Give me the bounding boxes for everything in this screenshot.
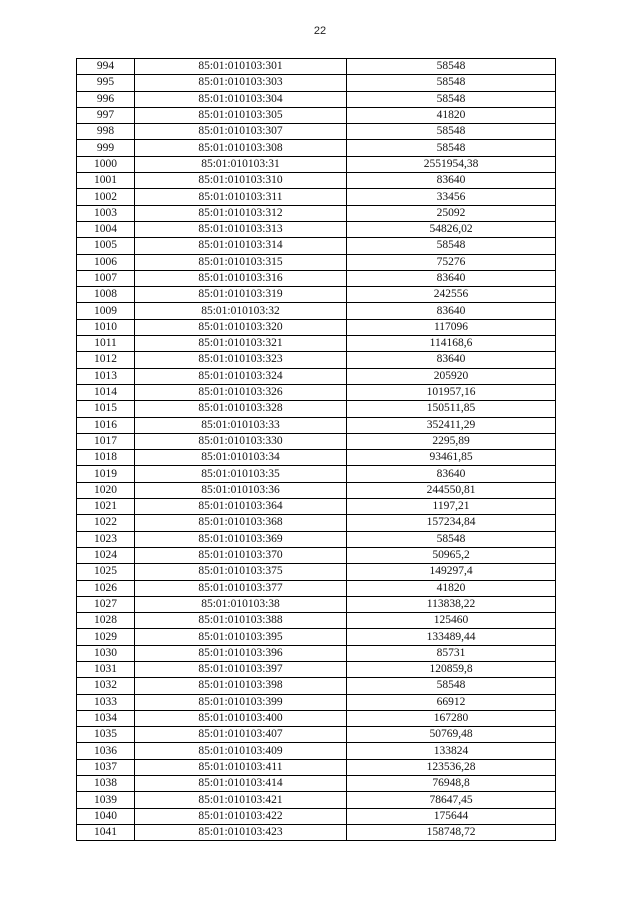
table-row <box>77 352 556 368</box>
value-cell: 58548 <box>347 75 556 91</box>
table-row <box>77 140 556 156</box>
row-number-cell: 1035 <box>77 727 135 743</box>
row-number-cell: 1007 <box>77 270 135 286</box>
value-cell: 58548 <box>347 678 556 694</box>
value-cell: 83640 <box>347 466 556 482</box>
table-row <box>77 107 556 123</box>
cadastral-number-cell: 85:01:010103:313 <box>135 221 347 237</box>
value-cell: 50769,48 <box>347 727 556 743</box>
cadastral-number-cell: 85:01:010103:311 <box>135 189 347 205</box>
row-number-cell: 1022 <box>77 515 135 531</box>
table-row <box>77 645 556 661</box>
value-cell: 85731 <box>347 645 556 661</box>
value-cell: 78647,45 <box>347 792 556 808</box>
row-number-cell: 1032 <box>77 678 135 694</box>
table-row <box>77 124 556 140</box>
cadastral-number-cell: 85:01:010103:422 <box>135 808 347 824</box>
value-cell: 58548 <box>347 124 556 140</box>
row-number-cell: 1010 <box>77 319 135 335</box>
value-cell: 54826,02 <box>347 221 556 237</box>
row-number-cell: 1014 <box>77 384 135 400</box>
cadastral-number-cell: 85:01:010103:398 <box>135 678 347 694</box>
value-cell: 41820 <box>347 580 556 596</box>
table-row <box>77 824 556 840</box>
row-number-cell: 996 <box>77 91 135 107</box>
row-number-cell: 1028 <box>77 613 135 629</box>
row-number-cell: 1026 <box>77 580 135 596</box>
cadastral-number-cell: 85:01:010103:368 <box>135 515 347 531</box>
cadastral-number-cell: 85:01:010103:304 <box>135 91 347 107</box>
table-row <box>77 450 556 466</box>
cadastral-number-cell: 85:01:010103:321 <box>135 336 347 352</box>
table-row <box>77 759 556 775</box>
cadastral-number-cell: 85:01:010103:400 <box>135 710 347 726</box>
value-cell: 33456 <box>347 189 556 205</box>
table-row <box>77 384 556 400</box>
table-row <box>77 336 556 352</box>
cadastral-number-cell: 85:01:010103:32 <box>135 303 347 319</box>
table-row <box>77 564 556 580</box>
cadastral-number-cell: 85:01:010103:330 <box>135 433 347 449</box>
table-row <box>77 254 556 270</box>
value-cell: 157234,84 <box>347 515 556 531</box>
row-number-cell: 1019 <box>77 466 135 482</box>
value-cell: 242556 <box>347 287 556 303</box>
row-number-cell: 1004 <box>77 221 135 237</box>
table-row <box>77 613 556 629</box>
cadastral-number-cell: 85:01:010103:301 <box>135 59 347 75</box>
table-row <box>77 596 556 612</box>
table-row <box>77 189 556 205</box>
row-number-cell: 1006 <box>77 254 135 270</box>
cadastral-number-cell: 85:01:010103:314 <box>135 238 347 254</box>
value-cell: 352411,29 <box>347 417 556 433</box>
row-number-cell: 1002 <box>77 189 135 205</box>
table-row <box>77 694 556 710</box>
table-row <box>77 270 556 286</box>
table-row <box>77 205 556 221</box>
row-number-cell: 1030 <box>77 645 135 661</box>
row-number-cell: 1033 <box>77 694 135 710</box>
value-cell: 120859,8 <box>347 661 556 677</box>
value-cell: 149297,4 <box>347 564 556 580</box>
row-number-cell: 1031 <box>77 661 135 677</box>
table-row <box>77 417 556 433</box>
row-number-cell: 1040 <box>77 808 135 824</box>
cadastral-number-cell: 85:01:010103:36 <box>135 482 347 498</box>
row-number-cell: 1016 <box>77 417 135 433</box>
cadastral-number-cell: 85:01:010103:411 <box>135 759 347 775</box>
cadastral-number-cell: 85:01:010103:409 <box>135 743 347 759</box>
cadastral-number-cell: 85:01:010103:407 <box>135 727 347 743</box>
table-row <box>77 678 556 694</box>
table-row <box>77 580 556 596</box>
row-number-cell: 994 <box>77 59 135 75</box>
cadastral-number-cell: 85:01:010103:414 <box>135 776 347 792</box>
value-cell: 75276 <box>347 254 556 270</box>
row-number-cell: 995 <box>77 75 135 91</box>
row-number-cell: 1005 <box>77 238 135 254</box>
table-row <box>77 466 556 482</box>
table-row <box>77 156 556 172</box>
row-number-cell: 997 <box>77 107 135 123</box>
value-cell: 93461,85 <box>347 450 556 466</box>
value-cell: 66912 <box>347 694 556 710</box>
value-cell: 50965,2 <box>347 547 556 563</box>
cadastral-number-cell: 85:01:010103:34 <box>135 450 347 466</box>
table-row <box>77 238 556 254</box>
table-row <box>77 75 556 91</box>
row-number-cell: 1029 <box>77 629 135 645</box>
table-row <box>77 368 556 384</box>
row-number-cell: 1034 <box>77 710 135 726</box>
value-cell: 123536,28 <box>347 759 556 775</box>
value-cell: 83640 <box>347 352 556 368</box>
value-cell: 133824 <box>347 743 556 759</box>
cadastral-number-cell: 85:01:010103:395 <box>135 629 347 645</box>
table-row <box>77 531 556 547</box>
value-cell: 244550,81 <box>347 482 556 498</box>
row-number-cell: 998 <box>77 124 135 140</box>
cadastral-number-cell: 85:01:010103:308 <box>135 140 347 156</box>
row-number-cell: 1038 <box>77 776 135 792</box>
table-row <box>77 661 556 677</box>
row-number-cell: 1017 <box>77 433 135 449</box>
value-cell: 58548 <box>347 140 556 156</box>
value-cell: 133489,44 <box>347 629 556 645</box>
cadastral-number-cell: 85:01:010103:388 <box>135 613 347 629</box>
row-number-cell: 1008 <box>77 287 135 303</box>
value-cell: 41820 <box>347 107 556 123</box>
row-number-cell: 1018 <box>77 450 135 466</box>
table-row <box>77 319 556 335</box>
cadastral-number-cell: 85:01:010103:324 <box>135 368 347 384</box>
table-row <box>77 547 556 563</box>
cadastral-number-cell: 85:01:010103:369 <box>135 531 347 547</box>
value-cell: 83640 <box>347 270 556 286</box>
cadastral-number-cell: 85:01:010103:328 <box>135 401 347 417</box>
table-row <box>77 303 556 319</box>
table-row <box>77 743 556 759</box>
row-number-cell: 1001 <box>77 173 135 189</box>
value-cell: 2295,89 <box>347 433 556 449</box>
cadastral-number-cell: 85:01:010103:315 <box>135 254 347 270</box>
row-number-cell: 1020 <box>77 482 135 498</box>
cadastral-number-cell: 85:01:010103:310 <box>135 173 347 189</box>
value-cell: 2551954,38 <box>347 156 556 172</box>
table-row <box>77 727 556 743</box>
table-row <box>77 173 556 189</box>
table-row <box>77 629 556 645</box>
value-cell: 58548 <box>347 531 556 547</box>
value-cell: 117096 <box>347 319 556 335</box>
cadastral-number-cell: 85:01:010103:303 <box>135 75 347 91</box>
row-number-cell: 1009 <box>77 303 135 319</box>
value-cell: 114168,6 <box>347 336 556 352</box>
row-number-cell: 1039 <box>77 792 135 808</box>
value-cell: 76948,8 <box>347 776 556 792</box>
page-number: 22 <box>313 25 327 37</box>
value-cell: 58548 <box>347 59 556 75</box>
row-number-cell: 999 <box>77 140 135 156</box>
cadastral-number-cell: 85:01:010103:423 <box>135 824 347 840</box>
table-row <box>77 287 556 303</box>
value-cell: 175644 <box>347 808 556 824</box>
cadastral-number-cell: 85:01:010103:312 <box>135 205 347 221</box>
table-row <box>77 433 556 449</box>
table-row <box>77 792 556 808</box>
row-number-cell: 1021 <box>77 499 135 515</box>
cadastral-number-cell: 85:01:010103:397 <box>135 661 347 677</box>
row-number-cell: 1011 <box>77 336 135 352</box>
cadastral-number-cell: 85:01:010103:319 <box>135 287 347 303</box>
value-cell: 58548 <box>347 91 556 107</box>
cadastral-number-cell: 85:01:010103:377 <box>135 580 347 596</box>
row-number-cell: 1027 <box>77 596 135 612</box>
row-number-cell: 1024 <box>77 547 135 563</box>
row-number-cell: 1041 <box>77 824 135 840</box>
cadastral-number-cell: 85:01:010103:323 <box>135 352 347 368</box>
row-number-cell: 1015 <box>77 401 135 417</box>
row-number-cell: 1023 <box>77 531 135 547</box>
row-number-cell: 1003 <box>77 205 135 221</box>
value-cell: 125460 <box>347 613 556 629</box>
cadastral-number-cell: 85:01:010103:33 <box>135 417 347 433</box>
cadastral-number-cell: 85:01:010103:305 <box>135 107 347 123</box>
row-number-cell: 1012 <box>77 352 135 368</box>
cadastral-number-cell: 85:01:010103:396 <box>135 645 347 661</box>
row-number-cell: 1037 <box>77 759 135 775</box>
value-cell: 101957,16 <box>347 384 556 400</box>
row-number-cell: 1000 <box>77 156 135 172</box>
value-cell: 25092 <box>347 205 556 221</box>
value-cell: 83640 <box>347 173 556 189</box>
value-cell: 58548 <box>347 238 556 254</box>
value-cell: 150511,85 <box>347 401 556 417</box>
parcel-table <box>76 58 556 841</box>
cadastral-number-cell: 85:01:010103:421 <box>135 792 347 808</box>
cadastral-number-cell: 85:01:010103:307 <box>135 124 347 140</box>
cadastral-number-cell: 85:01:010103:326 <box>135 384 347 400</box>
table-body <box>77 59 556 841</box>
cadastral-number-cell: 85:01:010103:38 <box>135 596 347 612</box>
table-row <box>77 515 556 531</box>
value-cell: 83640 <box>347 303 556 319</box>
value-cell: 158748,72 <box>347 824 556 840</box>
cadastral-number-cell: 85:01:010103:399 <box>135 694 347 710</box>
table-row <box>77 91 556 107</box>
value-cell: 1197,21 <box>347 499 556 515</box>
table-row <box>77 710 556 726</box>
table-row <box>77 401 556 417</box>
row-number-cell: 1036 <box>77 743 135 759</box>
cadastral-number-cell: 85:01:010103:320 <box>135 319 347 335</box>
row-number-cell: 1013 <box>77 368 135 384</box>
cadastral-number-cell: 85:01:010103:31 <box>135 156 347 172</box>
value-cell: 113838,22 <box>347 596 556 612</box>
cadastral-number-cell: 85:01:010103:370 <box>135 547 347 563</box>
table-row <box>77 59 556 75</box>
cadastral-number-cell: 85:01:010103:364 <box>135 499 347 515</box>
cadastral-number-cell: 85:01:010103:375 <box>135 564 347 580</box>
table-row <box>77 221 556 237</box>
cadastral-number-cell: 85:01:010103:35 <box>135 466 347 482</box>
table-row <box>77 776 556 792</box>
table-row <box>77 499 556 515</box>
cadastral-number-cell: 85:01:010103:316 <box>135 270 347 286</box>
value-cell: 167280 <box>347 710 556 726</box>
row-number-cell: 1025 <box>77 564 135 580</box>
value-cell: 205920 <box>347 368 556 384</box>
table-row <box>77 482 556 498</box>
table-row <box>77 808 556 824</box>
